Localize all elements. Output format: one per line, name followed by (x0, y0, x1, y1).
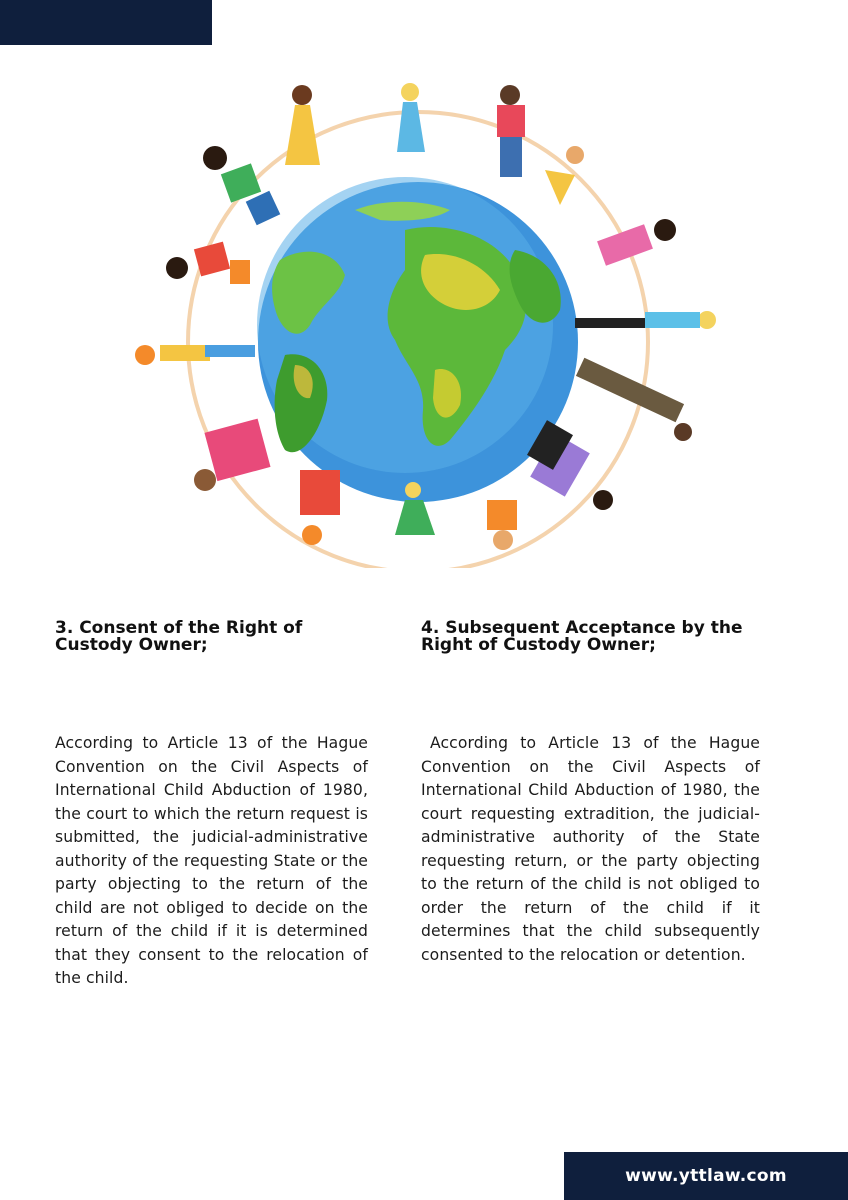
child-figure (527, 420, 613, 510)
child-figure (300, 470, 340, 545)
child-figure (575, 311, 716, 329)
child-figure (487, 500, 517, 550)
child-figure (203, 146, 280, 225)
website-link[interactable]: www.yttlaw.com (625, 1166, 787, 1186)
section-heading: 4. Subsequent Acceptance by the Right of Custody Owner; (421, 618, 743, 655)
child-figure (576, 358, 692, 441)
child-figure (497, 85, 525, 177)
footer-bar (564, 1152, 848, 1200)
child-figure (166, 242, 250, 284)
section-consent (55, 620, 368, 991)
child-figure (285, 85, 320, 165)
child-figure (135, 345, 255, 365)
child-figure (597, 219, 676, 266)
top-accent-bar (0, 0, 212, 45)
child-figure (397, 83, 425, 152)
section-body: According to Article 13 of the Hague Convention on the Civil Aspects of International Child Abduction of 1980, the court requesting extradition, the judicial-administrative authority of the State requesting return, or the party objecting to the return of the child is not obliged to order the return of the child if it determines that the child subsequently consented to the relocation or detention. (421, 734, 760, 964)
section-heading: 3. Consent of the Right of Custody Owner; (55, 618, 303, 655)
section-body: According to Article 13 of the Hague Convention on the Civil Aspects of International Child Abduction of 1980, the court to which the return request is submitted, the judicial-administrative authority of the requesting State or the party objecting to the return of the child are not obliged to decide on the return of the child if it is determined that they consent to the relocation of the child. (55, 734, 368, 987)
children-around-globe-illustration (105, 80, 730, 568)
section-subsequent-acceptance (421, 620, 760, 967)
